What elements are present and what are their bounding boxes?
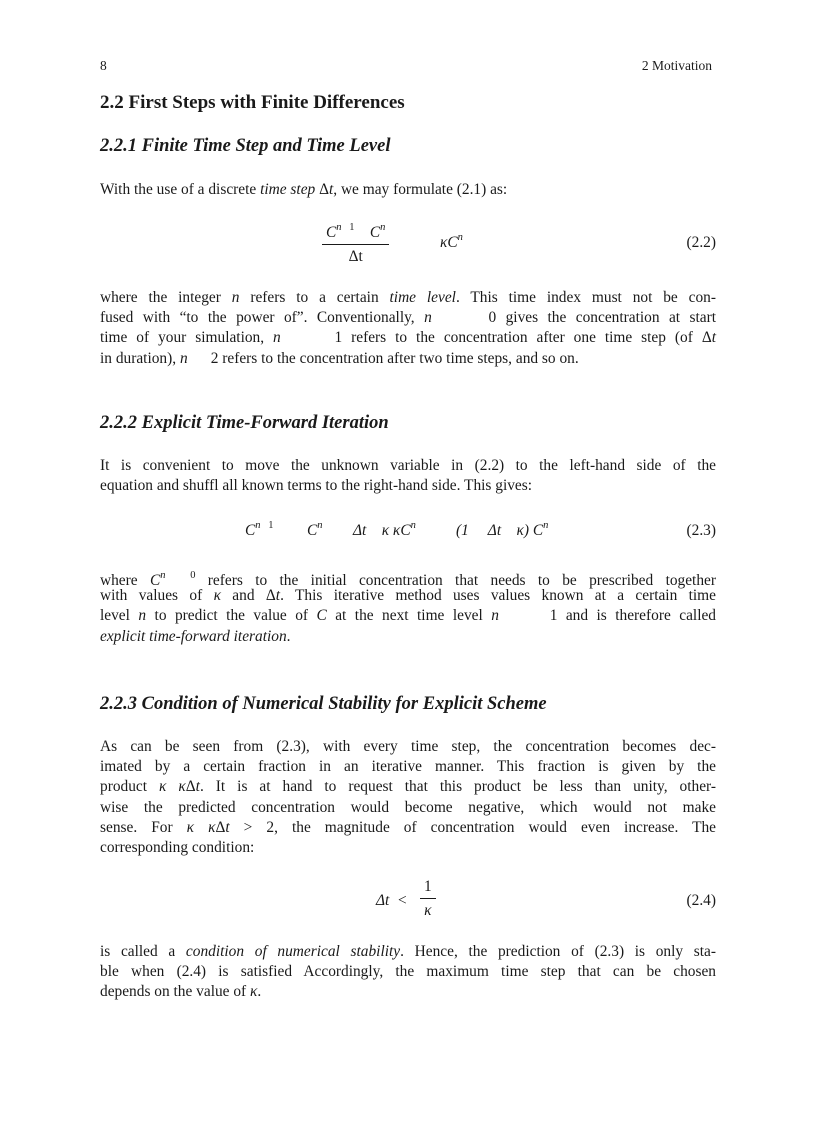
equation-number: (2.3) <box>686 522 716 539</box>
text-line: equation and shuffl all known terms to the right-hand side. This gives: <box>100 477 533 495</box>
eq-2-2-numerator: $C^n$ $^1$ $C^n$ <box>326 222 386 241</box>
text-line: where $C^n$ $^0$ refers to the initial concentration that needs to be prescribed together <box>100 570 716 589</box>
paragraph-initial-concentration <box>100 566 716 647</box>
text-line: It is convenient to move the unknown variable in (2.2) to the left-hand side of the <box>100 457 716 474</box>
text-line: time of your simulation, n 1 refers to the concentration after one time step (of Δt <box>100 329 716 347</box>
eq-2-4-denominator: κ <box>424 902 432 919</box>
text-line: ble when (2.4) is satisfied Accordingly, the maximum time step that can be chosen <box>100 963 716 981</box>
running-title: 2 Motivation <box>641 58 712 73</box>
subsection-title-2-2-3: 2.2.3 Condition of Numerical Stability for Explicit Scheme <box>100 694 547 714</box>
text-line: As can be seen from (2.3), with every time step, the concentration becomes dec- <box>100 738 716 755</box>
subsection-title-2-2-2: 2.2.2 Explicit Time-Forward Iteration <box>100 413 389 433</box>
paragraph-stability <box>100 737 716 858</box>
eq-2-2-denominator: Δt <box>348 248 363 265</box>
text-line: explicit time-forward iteration. <box>100 627 291 645</box>
page-number: 8 <box>100 58 107 73</box>
fraction-bar <box>420 898 436 899</box>
subsection-title-2-2-1: 2.2.1 Finite Time Step and Time Level <box>100 136 391 156</box>
eq-2-3-term-dt: Δt κ $\kappa C^n$ <box>353 520 416 539</box>
text-line: With the use of a discrete time step Δt, we may formulate (2.1) as: <box>100 181 508 198</box>
equation-2-3 <box>100 520 716 544</box>
section-title: 2.2 First Steps with Finite Differences <box>100 92 405 113</box>
text-line: imated by a certain fraction in an iterative manner. This fraction is given by the <box>100 758 716 776</box>
text-line: fused with “to the power of”. Conventionally, n 0 gives the concentration at start <box>100 309 717 327</box>
text-line: depends on the value of κ. <box>100 983 262 1001</box>
fraction-bar <box>322 244 389 245</box>
text-line: wise the predicted concentration would become negative, which would not make <box>100 798 716 816</box>
paragraph-condition <box>100 942 716 1003</box>
equation-2-4 <box>100 878 716 924</box>
eq-2-4-fraction <box>420 878 436 920</box>
eq-2-2-fraction <box>322 222 389 266</box>
book-page <box>100 0 716 1123</box>
text-line: corresponding condition: <box>100 838 255 856</box>
text-line: level n to predict the value of C at the next time level n 1 and is therefore called <box>100 607 716 625</box>
text-line: sense. For κ κΔt > 2, the magnitude of concentration would even increase. The <box>100 818 716 836</box>
paragraph-time-level <box>100 288 716 369</box>
text-line: is called a condition of numerical stability. Hence, the prediction of (2.3) is only sta- <box>100 943 716 960</box>
eq-2-3-term-c: $C^n$ <box>307 520 323 539</box>
eq-2-3-term-factor: (1 Δt κ) $C^n$ <box>456 520 549 539</box>
eq-2-4-lhs: Δt < <box>376 892 408 909</box>
equation-number: (2.2) <box>686 234 716 251</box>
paragraph-intro <box>100 180 716 200</box>
eq-2-4-numerator: 1 <box>424 878 432 895</box>
text-line: product κ κΔt. It is at hand to request that this product be less than unity, other- <box>100 778 716 796</box>
text-line: with values of κ and Δt. This iterative method uses values known at a certain time <box>100 587 716 605</box>
equation-number: (2.4) <box>686 892 716 909</box>
paragraph-convenient <box>100 456 716 496</box>
eq-2-2-rhs: $\kappa C^n$ <box>440 232 463 251</box>
text-line: in duration), n 2 refers to the concentration after two time steps, and so on. <box>100 349 579 367</box>
equation-2-2 <box>100 222 716 272</box>
text-line: where the integer n refers to a certain time level. This time index must not be con- <box>100 289 716 306</box>
eq-2-3-lhs: $C^n$ $^1$ <box>245 520 274 539</box>
